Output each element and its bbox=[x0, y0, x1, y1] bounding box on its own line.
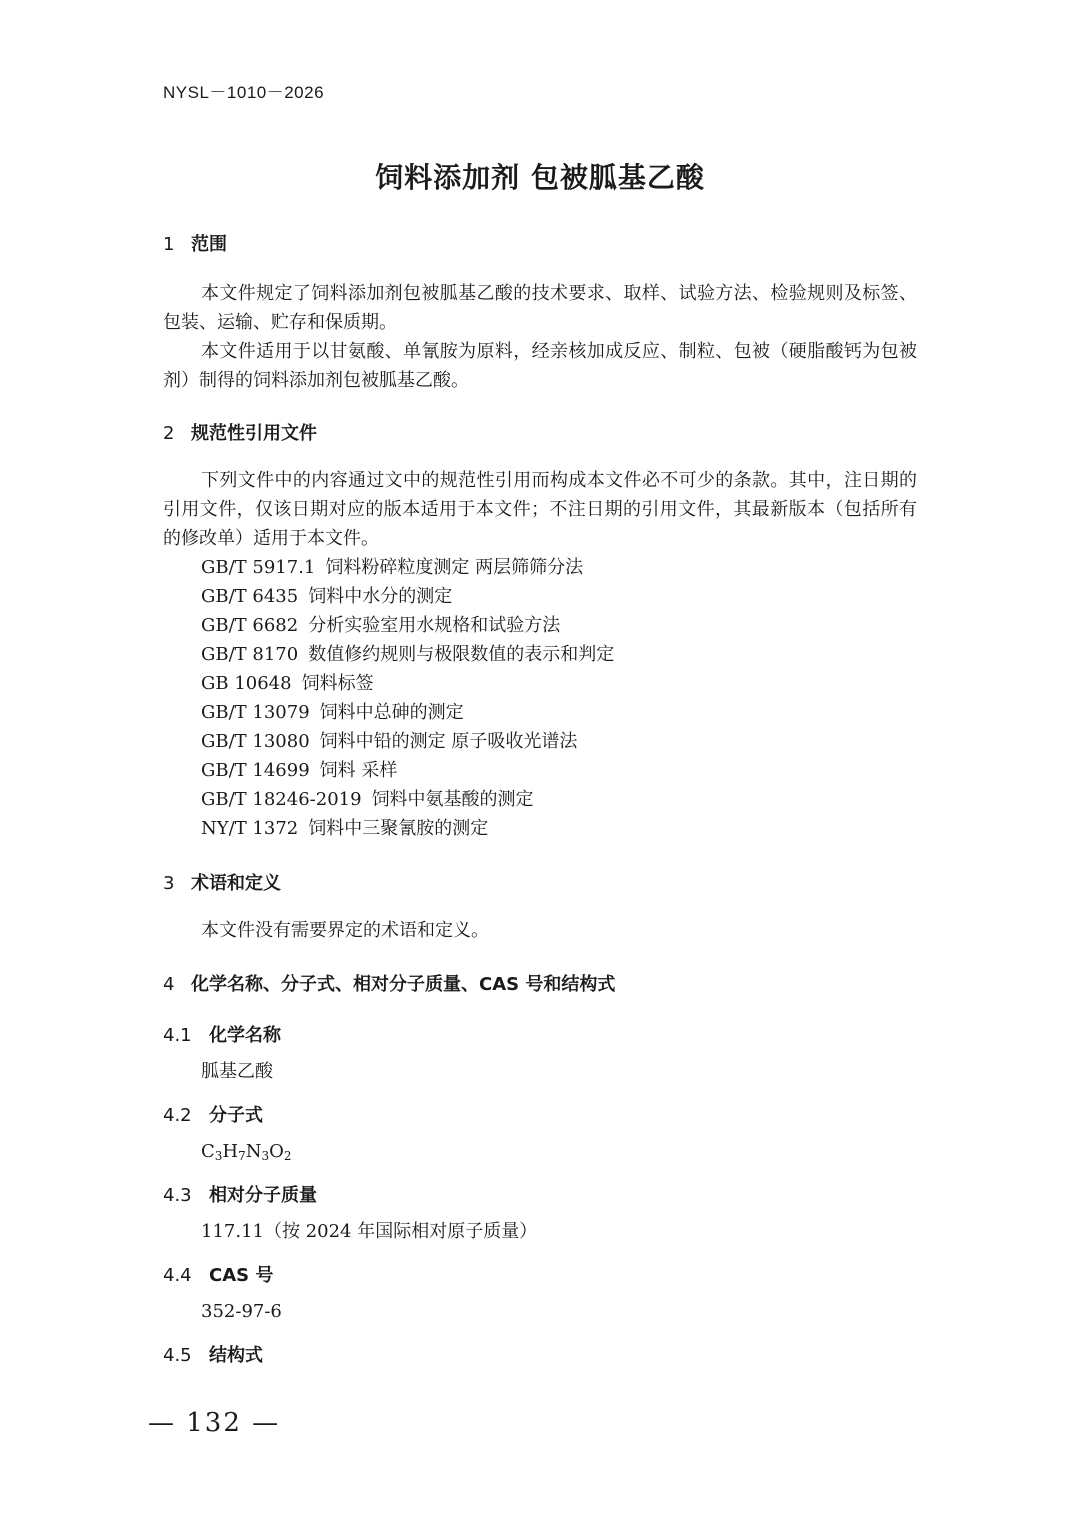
section-4-5-heading bbox=[163, 1341, 263, 1367]
section-number: 3 bbox=[163, 873, 175, 894]
section-number: 4.2 bbox=[163, 1105, 192, 1126]
reference-item bbox=[201, 727, 614, 756]
reference-code: GB/T 13079 bbox=[201, 702, 310, 723]
section-4-2-heading bbox=[163, 1101, 263, 1127]
reference-item bbox=[201, 698, 614, 727]
section-number: 4.3 bbox=[163, 1185, 192, 1206]
scope-paragraph-2: 本文件适用于以甘氨酸、单氰胺为原料，经亲核加成反应、制粒、包被（硬脂酸钙为包被剂）制得的饲料添加剂包被胍基乙酸。 bbox=[163, 341, 917, 391]
reference-title: 饲料 采样 bbox=[319, 760, 398, 781]
reference-code: NY/T 1372 bbox=[201, 818, 299, 839]
section-number: 2 bbox=[163, 423, 175, 444]
section-title: 范围 bbox=[191, 234, 227, 255]
terms-text: 本文件没有需要界定的术语和定义。 bbox=[201, 920, 489, 941]
reference-item bbox=[201, 814, 614, 843]
section-4-4-heading bbox=[163, 1261, 273, 1287]
section-title: 规范性引用文件 bbox=[191, 423, 317, 444]
reference-title: 饲料标签 bbox=[301, 673, 374, 694]
reference-title: 饲料中总砷的测定 bbox=[319, 702, 464, 723]
reference-title: 数值修约规则与极限数值的表示和判定 bbox=[308, 644, 615, 665]
reference-item bbox=[201, 553, 614, 582]
section-title: CAS 号 bbox=[209, 1265, 274, 1286]
section-4-1-heading bbox=[163, 1021, 281, 1047]
section-title: 分子式 bbox=[209, 1105, 263, 1126]
reference-title: 饲料粉碎粒度测定 两层筛筛分法 bbox=[325, 557, 584, 578]
reference-code: GB 10648 bbox=[201, 673, 292, 694]
chemical-name: 胍基乙酸 bbox=[201, 1061, 273, 1082]
reference-title: 饲料中水分的测定 bbox=[308, 586, 453, 607]
section-title: 结构式 bbox=[209, 1345, 263, 1366]
section-number: 1 bbox=[163, 234, 175, 255]
reference-code: GB/T 5917.1 bbox=[201, 557, 316, 578]
page-title: 饲料添加剂 包被胍基乙酸 bbox=[375, 161, 705, 194]
scope-paragraph-1: 本文件规定了饲料添加剂包被胍基乙酸的技术要求、取样、试验方法、检验规则及标签、包装、运输、贮存和保质期。 bbox=[163, 283, 917, 333]
section-title: 化学名称 bbox=[209, 1025, 281, 1046]
reference-code: GB/T 14699 bbox=[201, 760, 310, 781]
section-2-heading bbox=[163, 419, 317, 445]
references-intro: 下列文件中的内容通过文中的规范性引用而构成本文件必不可少的条款。其中，注日期的引用文件，仅该日期对应的版本适用于本文件；不注日期的引用文件，其最新版本（包括所有的修改单）适用于本文件。 bbox=[163, 470, 917, 549]
section-number: 4.5 bbox=[163, 1345, 192, 1366]
reference-code: GB/T 6435 bbox=[201, 586, 299, 607]
section-title: 术语和定义 bbox=[191, 873, 281, 894]
section-number: 4.4 bbox=[163, 1265, 192, 1286]
reference-title: 分析实验室用水规格和试验方法 bbox=[308, 615, 561, 636]
section-number: 4.1 bbox=[163, 1025, 192, 1046]
reference-item bbox=[201, 611, 614, 640]
section-4-3-heading bbox=[163, 1181, 317, 1207]
reference-code: GB/T 13080 bbox=[201, 731, 310, 752]
section-title: 化学名称、分子式、相对分子质量、CAS 号和结构式 bbox=[191, 974, 616, 995]
section-title: 相对分子质量 bbox=[209, 1185, 317, 1206]
reference-code: GB/T 18246-2019 bbox=[201, 789, 362, 810]
reference-item bbox=[201, 582, 614, 611]
reference-item bbox=[201, 640, 614, 669]
molecular-weight: 117.11（按 2024 年国际相对原子质量） bbox=[201, 1221, 538, 1242]
section-4-heading bbox=[163, 970, 615, 996]
reference-code: GB/T 8170 bbox=[201, 644, 299, 665]
cas-number: 352-97-6 bbox=[201, 1301, 282, 1322]
reference-title: 饲料中铅的测定 原子吸收光谱法 bbox=[319, 731, 578, 752]
section-1-heading bbox=[163, 230, 227, 256]
reference-item bbox=[201, 756, 614, 785]
section-3-heading bbox=[163, 869, 281, 895]
reference-code: GB/T 6682 bbox=[201, 615, 299, 636]
reference-item bbox=[201, 669, 614, 698]
molecular-formula: $C_3H_7N_3O_2$ bbox=[201, 1141, 292, 1163]
reference-item bbox=[201, 785, 614, 814]
section-number: 4 bbox=[163, 974, 175, 995]
reference-title: 饲料中三聚氰胺的测定 bbox=[308, 818, 489, 839]
page-number: — 132 — bbox=[148, 1408, 281, 1438]
document-code: NYSL－1010－2026 bbox=[163, 83, 325, 102]
reference-list bbox=[201, 553, 614, 843]
reference-title: 饲料中氨基酸的测定 bbox=[371, 789, 534, 810]
